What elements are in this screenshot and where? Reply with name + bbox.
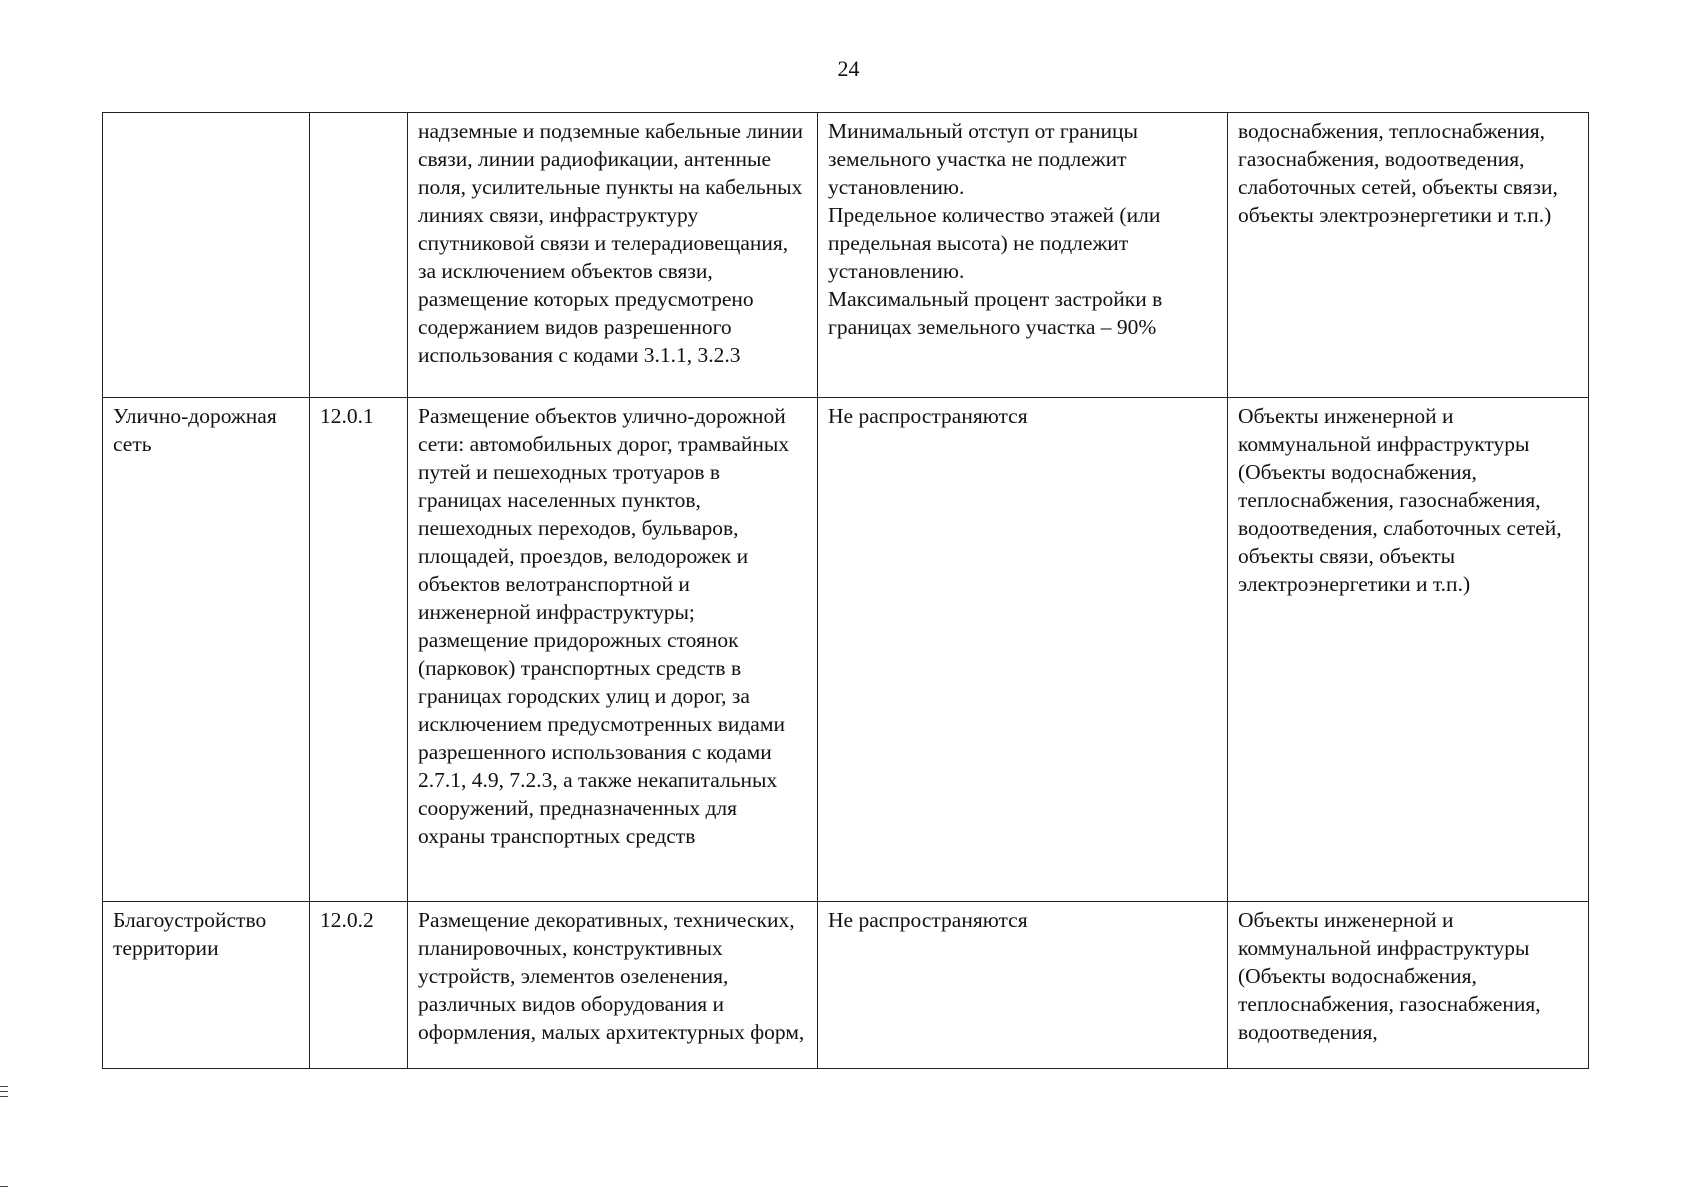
use-description-cell: Размещение декоративных, технических, планировочных, конструктивных устройств, элементов озеленения, различных видов оборудования и оформления, малых архитектурных форм,: [408, 902, 818, 1069]
use-name-cell: Улично-дорожная сеть: [103, 398, 310, 902]
use-description-cell: Размещение объектов улично-дорожной сети: автомобильных дорог, трамвайных путей и пешеходных тротуаров в границах населенных пунктов, пешеходных переходов, бульваров, площадей, проездов, велодорожек и объектов велотранспортной и инженерной инфраструктуры; размещение придорожных стоянок (парковок) транспортных средств в границах городских улиц и дорог, за исключением предусмотренных видами разрешенного использования с кодами 2.7.1, 4.9, 7.2.3, а также некапитальных сооружений, предназначенных для охраны транспортных средств: [408, 398, 818, 902]
scan-edge-mark: [0, 1091, 8, 1092]
parameters-cell: Не распространяются: [818, 398, 1228, 902]
use-code-cell: 12.0.1: [310, 398, 408, 902]
table-row: [103, 398, 1589, 902]
scan-edge-mark: [0, 1096, 8, 1097]
auxiliary-uses-cell: водоснабжения, теплоснабжения, газоснабжения, водоотведения, слаботочных сетей, объекты связи, объекты электроэнергетики и т.п.): [1228, 113, 1589, 398]
auxiliary-uses-cell: Объекты инженерной и коммунальной инфраструктуры (Объекты водоснабжения, теплоснабжения, газоснабжения, водоотведения, слаботочных сетей, объекты связи, объекты электроэнергетики и т.п.): [1228, 398, 1589, 902]
land-use-table: [102, 112, 1589, 1069]
scan-edge-mark: [0, 1186, 8, 1187]
table-row: [103, 113, 1589, 398]
table-row: [103, 902, 1589, 1069]
use-code-cell: 12.0.2: [310, 902, 408, 1069]
parameters-cell: Не распространяются: [818, 902, 1228, 1069]
parameters-cell: Минимальный отступ от границы земельного участка не подлежит установлению. Предельное количество этажей (или предельная высота) не подлежит установлению. Максимальный процент застройки в границах земельного участка – 90%: [818, 113, 1228, 398]
auxiliary-uses-cell: Объекты инженерной и коммунальной инфраструктуры (Объекты водоснабжения, теплоснабжения, газоснабжения, водоотведения,: [1228, 902, 1589, 1069]
use-name-cell: Благоустройство территории: [103, 902, 310, 1069]
scan-edge-mark: [0, 1086, 8, 1087]
use-code-cell: [310, 113, 408, 398]
use-name-cell: [103, 113, 310, 398]
use-description-cell: надземные и подземные кабельные линии связи, линии радиофикации, антенные поля, усилительные пункты на кабельных линиях связи, инфраструктуру спутниковой связи и телерадиовещания, за исключением объектов связи, размещение которых предусмотрено содержанием видов разрешенного использования с кодами 3.1.1, 3.2.3: [408, 113, 818, 398]
page-number: 24: [837, 56, 860, 81]
